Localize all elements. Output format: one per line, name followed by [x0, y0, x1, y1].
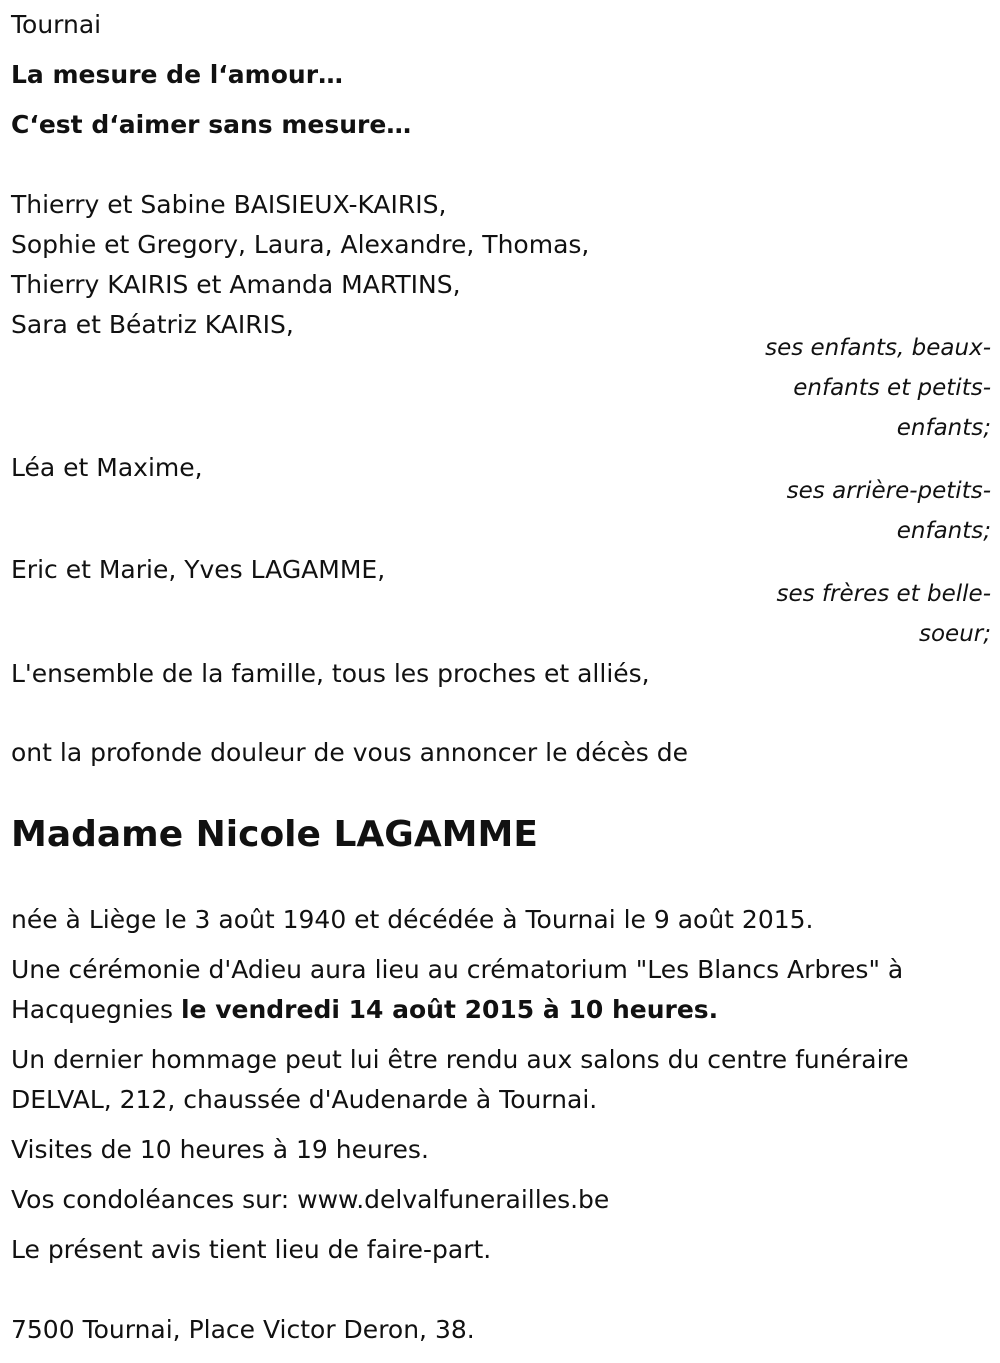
family-line: Thierry KAIRIS et Amanda MARTINS,	[11, 270, 461, 299]
city-heading: Tournai	[11, 10, 102, 39]
quote-line-2: C‘est d‘aimer sans mesure…	[11, 110, 412, 139]
condolences-line: Vos condoléances sur: www.delvalfunerailles.be	[11, 1185, 610, 1214]
announcement-line: ont la profonde douleur de vous annoncer le décès de	[11, 738, 689, 767]
great-grandchildren-relation: ses arrière-petits-enfants;	[786, 478, 991, 544]
birth-death-line: née à Liège le 3 août 1940 et décédée à Tournai le 9 août 2015.	[11, 905, 814, 934]
ceremony-date: le vendredi 14 août 2015 à 10 heures.	[180, 995, 719, 1024]
ceremony-text: Une cérémonie d'Adieu aura lieu au crématorium "Les Blancs Arbres" à Hacquegnies	[11, 955, 904, 1024]
deceased-name: Madame Nicole LAGAMME	[11, 814, 538, 855]
address-line: 7500 Tournai, Place Victor Deron, 38.	[11, 1315, 475, 1344]
great-grandchildren-line: Léa et Maxime,	[11, 453, 203, 482]
ceremony-paragraph	[11, 950, 991, 1030]
siblings-line: Eric et Marie, Yves LAGAMME,	[11, 555, 386, 584]
children-relation: ses enfants, beaux-enfants et petits-enfants;	[765, 335, 991, 441]
siblings-relation: ses frères et belle-soeur;	[776, 581, 991, 647]
family-line: Thierry et Sabine BAISIEUX-KAIRIS,	[11, 190, 447, 219]
family-line: Sophie et Gregory, Laura, Alexandre, Thomas,	[11, 230, 590, 259]
visits-line: Visites de 10 heures à 19 heures.	[11, 1135, 429, 1164]
family-line: Sara et Béatriz KAIRIS,	[11, 310, 294, 339]
notice-line: Le présent avis tient lieu de faire-part.	[11, 1235, 492, 1264]
tribute-paragraph: Un dernier hommage peut lui être rendu aux salons du centre funéraire DELVAL, 212, chaussée d'Audenarde à Tournai.	[11, 1045, 909, 1114]
others-line: L'ensemble de la famille, tous les proches et alliés,	[11, 659, 650, 688]
quote-line-1: La mesure de l‘amour…	[11, 60, 344, 89]
